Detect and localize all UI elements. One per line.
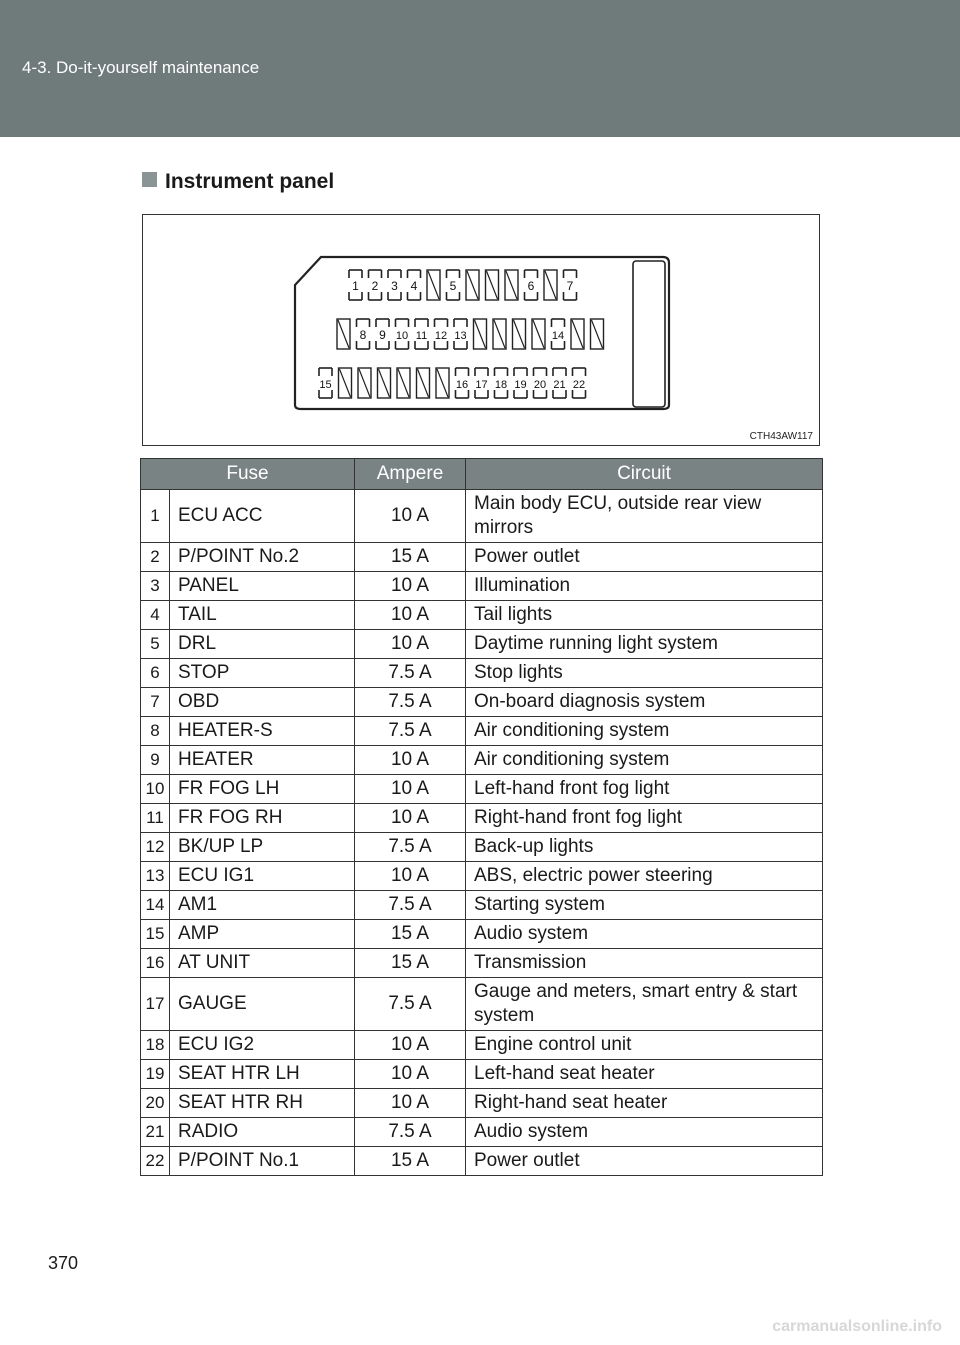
fuse-slot xyxy=(523,270,540,300)
fuse-name: ECU IG1 xyxy=(170,862,355,891)
fuse-ampere: 10 A xyxy=(355,572,466,601)
fuse-box-slot xyxy=(633,261,665,407)
fuse-name: BK/UP LP xyxy=(170,833,355,862)
fuse-slot xyxy=(358,368,371,398)
fuse-name: AT UNIT xyxy=(170,949,355,978)
table-row xyxy=(141,920,823,949)
fuse-slot xyxy=(473,368,490,398)
fuse-slot xyxy=(513,319,526,349)
fuse-slot xyxy=(571,319,584,349)
table-row xyxy=(141,804,823,833)
fuse-slot xyxy=(347,270,364,300)
row-number: 5 xyxy=(141,630,170,659)
fuse-circuit: Stop lights xyxy=(466,659,823,688)
fuse-slot xyxy=(493,319,506,349)
row-number: 14 xyxy=(141,891,170,920)
fuse-name: STOP xyxy=(170,659,355,688)
fuse-circuit: Starting system xyxy=(466,891,823,920)
fuse-slot xyxy=(337,319,350,349)
fuse-ampere: 10 A xyxy=(355,1060,466,1089)
fuse-circuit: ABS, electric power steering xyxy=(466,862,823,891)
fuse-slot xyxy=(374,319,391,349)
fuse-circuit: Back-up lights xyxy=(466,833,823,862)
fuse-circuit: Left-hand front fog light xyxy=(466,775,823,804)
fuse-slot xyxy=(445,270,462,300)
fuse-name: ECU IG2 xyxy=(170,1031,355,1060)
fuse-circuit: Daytime running light system xyxy=(466,630,823,659)
fuse-name: ECU ACC xyxy=(170,490,355,543)
fuse-circuit: Left-hand seat heater xyxy=(466,1060,823,1089)
fuse-number-label: 8 xyxy=(359,328,367,342)
row-number: 7 xyxy=(141,688,170,717)
table-row xyxy=(141,688,823,717)
fuse-number-label: 9 xyxy=(379,328,386,342)
fuse-number-label: 16 xyxy=(455,379,469,391)
fuse-number-label: 15 xyxy=(319,379,332,391)
table-row xyxy=(141,630,823,659)
row-number: 20 xyxy=(141,1089,170,1118)
row-number: 16 xyxy=(141,949,170,978)
fuse-ampere: 7.5 A xyxy=(355,891,466,920)
fuse-name: HEATER-S xyxy=(170,717,355,746)
fuse-number-label: 2 xyxy=(371,279,379,293)
watermark: carmanualsonline.info xyxy=(772,1318,942,1335)
fuse-circuit: Illumination xyxy=(466,572,823,601)
fuse-ampere: 7.5 A xyxy=(355,659,466,688)
fuse-name: GAUGE xyxy=(170,978,355,1031)
fuse-number-label: 20 xyxy=(533,379,547,391)
fuse-number-label: 3 xyxy=(391,279,398,293)
fuse-circuit: Air conditioning system xyxy=(466,746,823,775)
fuse-name: FR FOG RH xyxy=(170,804,355,833)
row-number: 10 xyxy=(141,775,170,804)
table-row xyxy=(141,1118,823,1147)
page-header xyxy=(0,0,960,137)
fuse-slot xyxy=(544,270,557,300)
table-row xyxy=(141,1031,823,1060)
row-number: 4 xyxy=(141,601,170,630)
fuse-number-label: 6 xyxy=(527,279,535,293)
fuse-slot xyxy=(413,319,430,349)
row-number: 11 xyxy=(141,804,170,833)
table-header-row xyxy=(141,459,823,490)
fuse-ampere: 15 A xyxy=(355,543,466,572)
fuse-number-label: 5 xyxy=(449,279,457,293)
table-row xyxy=(141,862,823,891)
fuse-name: SEAT HTR LH xyxy=(170,1060,355,1089)
fuse-circuit: Engine control unit xyxy=(466,1031,823,1060)
table-row xyxy=(141,490,823,543)
fuse-slot xyxy=(532,368,549,398)
table-row xyxy=(141,949,823,978)
fuse-circuit: Transmission xyxy=(466,949,823,978)
fuse-slot xyxy=(591,319,604,349)
row-number: 8 xyxy=(141,717,170,746)
fuse-slot xyxy=(436,368,449,398)
fuse-ampere: 7.5 A xyxy=(355,1118,466,1147)
fuse-slot xyxy=(454,368,471,398)
table-row xyxy=(141,572,823,601)
fuse-ampere: 15 A xyxy=(355,1147,466,1176)
fuse-circuit: Air conditioning system xyxy=(466,717,823,746)
square-bullet-icon xyxy=(142,172,157,187)
section-title: Instrument panel xyxy=(165,170,335,193)
fuse-ampere: 10 A xyxy=(355,630,466,659)
fuse-circuit: Right-hand seat heater xyxy=(466,1089,823,1118)
fuse-circuit: Right-hand front fog light xyxy=(466,804,823,833)
fuse-number-label: 12 xyxy=(434,330,448,342)
table-row xyxy=(141,1089,823,1118)
fuse-slot xyxy=(367,270,384,300)
fuse-number-label: 14 xyxy=(551,330,565,342)
fuse-ampere: 10 A xyxy=(355,862,466,891)
fuse-slot xyxy=(532,319,545,349)
fuse-ampere: 10 A xyxy=(355,804,466,833)
table-row xyxy=(141,659,823,688)
fuse-slot xyxy=(427,270,440,300)
fuse-slot xyxy=(551,368,568,398)
fuse-name: AMP xyxy=(170,920,355,949)
fuse-number-label: 21 xyxy=(553,379,566,391)
table-row xyxy=(141,1060,823,1089)
fuse-number-label: 7 xyxy=(566,279,574,293)
fuse-ampere: 10 A xyxy=(355,1089,466,1118)
row-number: 1 xyxy=(141,490,170,543)
fuse-slot xyxy=(493,368,510,398)
fuse-ampere: 7.5 A xyxy=(355,688,466,717)
fuse-name: PANEL xyxy=(170,572,355,601)
fuse-number-label: 17 xyxy=(475,379,488,391)
table-row xyxy=(141,833,823,862)
page-number: 370 xyxy=(48,1253,79,1273)
fuse-number-label: 10 xyxy=(395,330,409,342)
diagram-code: CTH43AW117 xyxy=(749,431,813,442)
table-row xyxy=(141,746,823,775)
table-row xyxy=(141,891,823,920)
fuse-table xyxy=(140,458,823,1176)
section-heading xyxy=(142,170,334,194)
fuse-name: AM1 xyxy=(170,891,355,920)
fuse-slot xyxy=(317,368,334,398)
fuse-circuit: Main body ECU, outside rear view mirrors xyxy=(466,490,823,543)
row-number: 15 xyxy=(141,920,170,949)
table-row xyxy=(141,978,823,1031)
fuse-slot xyxy=(505,270,518,300)
fuse-circuit: Audio system xyxy=(466,920,823,949)
table-row xyxy=(141,1147,823,1176)
fuse-slot xyxy=(386,270,403,300)
fuse-ampere: 15 A xyxy=(355,949,466,978)
fuse-number-label: 19 xyxy=(514,379,527,391)
fuse-slot xyxy=(397,368,410,398)
fuse-name: SEAT HTR RH xyxy=(170,1089,355,1118)
fuse-slot xyxy=(355,319,372,349)
fuse-number-label: 1 xyxy=(352,279,359,293)
fuse-slot xyxy=(452,319,469,349)
row-number: 22 xyxy=(141,1147,170,1176)
table-row xyxy=(141,717,823,746)
header-section-title: 4-3. Do-it-yourself maintenance xyxy=(22,58,260,77)
fuse-ampere: 10 A xyxy=(355,775,466,804)
row-number: 6 xyxy=(141,659,170,688)
fuse-slot xyxy=(466,270,479,300)
row-number: 21 xyxy=(141,1118,170,1147)
fuse-slot xyxy=(550,319,567,349)
fuse-number-label: 13 xyxy=(454,330,467,342)
table-row xyxy=(141,543,823,572)
fuse-name: RADIO xyxy=(170,1118,355,1147)
fuse-name: DRL xyxy=(170,630,355,659)
header-circuit: Circuit xyxy=(466,459,823,490)
fuse-number-label: 22 xyxy=(572,379,586,391)
fuse-slot xyxy=(417,368,430,398)
fuse-ampere: 7.5 A xyxy=(355,833,466,862)
fuse-name: OBD xyxy=(170,688,355,717)
row-number: 2 xyxy=(141,543,170,572)
fuse-circuit: Power outlet xyxy=(466,1147,823,1176)
table-row xyxy=(141,775,823,804)
fuse-ampere: 10 A xyxy=(355,490,466,543)
fuse-name: HEATER xyxy=(170,746,355,775)
fuse-circuit: Tail lights xyxy=(466,601,823,630)
fuse-slot xyxy=(486,270,499,300)
fuse-slot xyxy=(571,368,588,398)
fuse-slot xyxy=(433,319,450,349)
fuse-circuit: Power outlet xyxy=(466,543,823,572)
fuse-box-drawing xyxy=(143,215,821,447)
fuse-number-label: 4 xyxy=(410,279,418,293)
table-row xyxy=(141,601,823,630)
fuse-slot xyxy=(378,368,391,398)
row-number: 19 xyxy=(141,1060,170,1089)
fuse-name: TAIL xyxy=(170,601,355,630)
fuse-name: FR FOG LH xyxy=(170,775,355,804)
fuse-name: P/POINT No.2 xyxy=(170,543,355,572)
fuse-ampere: 10 A xyxy=(355,746,466,775)
fuse-slot xyxy=(339,368,352,398)
row-number: 17 xyxy=(141,978,170,1031)
header-ampere: Ampere xyxy=(355,459,466,490)
fuse-name: P/POINT No.1 xyxy=(170,1147,355,1176)
fuse-ampere: 10 A xyxy=(355,601,466,630)
row-number: 13 xyxy=(141,862,170,891)
fuse-slot xyxy=(512,368,529,398)
fuse-slot xyxy=(562,270,579,300)
fuse-slot xyxy=(474,319,487,349)
fuse-ampere: 7.5 A xyxy=(355,978,466,1031)
fuse-circuit: Gauge and meters, smart entry & start system xyxy=(466,978,823,1031)
row-number: 18 xyxy=(141,1031,170,1060)
fuse-box-diagram xyxy=(142,214,820,446)
row-number: 12 xyxy=(141,833,170,862)
fuse-ampere: 15 A xyxy=(355,920,466,949)
row-number: 9 xyxy=(141,746,170,775)
fuse-circuit: Audio system xyxy=(466,1118,823,1147)
fuse-number-label: 11 xyxy=(415,330,428,342)
fuse-ampere: 10 A xyxy=(355,1031,466,1060)
fuse-number-label: 18 xyxy=(494,379,508,391)
header-fuse: Fuse xyxy=(141,459,355,490)
fuse-ampere: 7.5 A xyxy=(355,717,466,746)
fuse-slot xyxy=(394,319,411,349)
fuse-circuit: On-board diagnosis system xyxy=(466,688,823,717)
row-number: 3 xyxy=(141,572,170,601)
fuse-slot xyxy=(406,270,423,300)
